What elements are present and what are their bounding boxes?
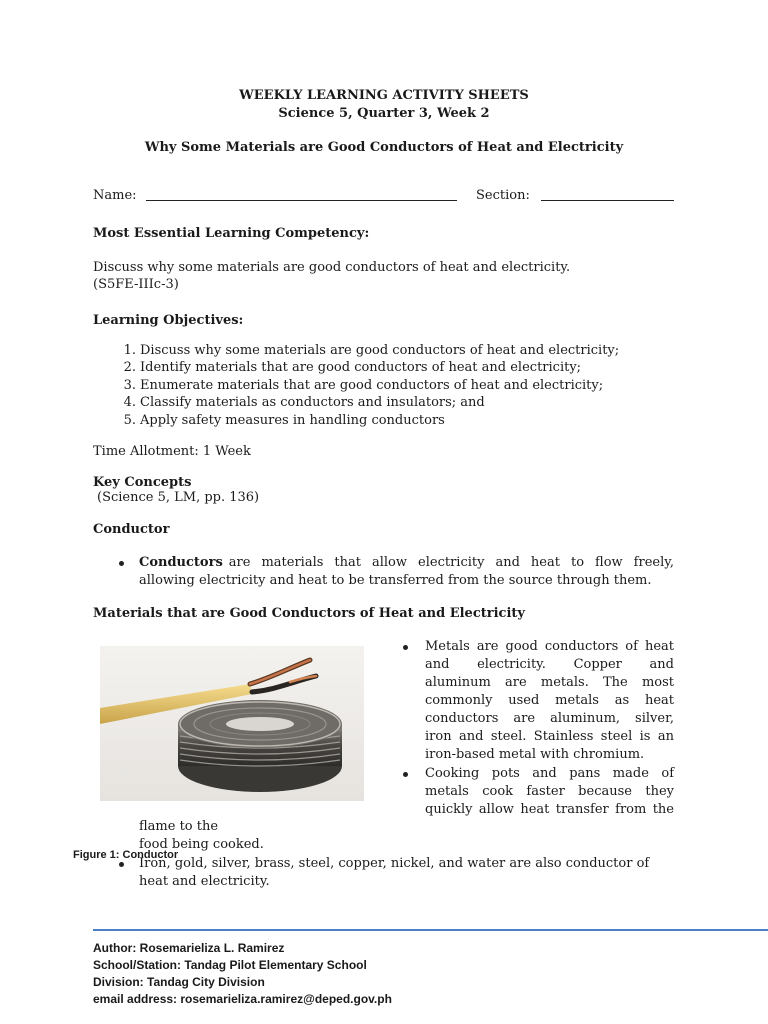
objective-text: Classify materials as conductors and insulators; and [140,395,485,411]
section-field[interactable] [541,188,674,201]
iron-line2: heat and electricity. [139,874,270,889]
pots-line: quickly allow heat transfer from the [425,802,674,817]
pots-paragraph [425,765,674,819]
iron-line1: Iron, gold, silver, brass, steel, copper, nickel, and water are also conductor of [139,856,650,871]
metals-line: commonly used metals as heat [425,693,674,708]
objective-text: Enumerate materials that are good conductors of heat and electricity; [140,377,604,393]
footer-school: School/Station: Tandag Pilot Elementary School [93,958,367,972]
conductor-wire-photo [100,646,364,801]
footer-divider [93,929,768,931]
footer [93,940,392,1008]
objectives-heading: Learning Objectives: [93,313,244,328]
conductor-heading: Conductor [93,522,170,537]
metals-line: and electricity. Copper and [425,657,674,672]
objective-number: 2. [123,360,136,376]
key-concepts-heading: Key Concepts [93,475,192,490]
bullet-icon [119,862,124,867]
conductor-definition-line1 [139,555,674,570]
key-concepts-reference: (Science 5, LM, pp. 136) [97,490,260,505]
objective-number: 3. [123,377,136,393]
objective-number: 5. [123,412,136,428]
section-label: Section: [476,188,530,203]
metals-line: conductors are aluminum, silver, [425,711,674,726]
name-field[interactable] [146,188,457,201]
objective-item [123,412,619,429]
materials-heading: Materials that are Good Conductors of Heat and Electricity [93,606,525,621]
objective-text: Apply safety measures in handling conductors [140,412,445,428]
bullet-icon [119,561,124,566]
objective-item [123,394,619,411]
bullet-icon [403,645,408,650]
bullet-icon [403,772,408,777]
objective-text: Discuss why some materials are good conductors of heat and electricity; [140,343,620,358]
metals-paragraph [425,638,674,764]
conductor-definition-line2: allowing electricity and heat to be transferred from the source through them. [139,573,652,588]
footer-division: Division: Tandag City Division [93,975,265,989]
conductor-definition-text: are materials that allow electricity and heat to flow freely, [228,555,674,570]
worksheet-title: WEEKLY LEARNING ACTIVITY SHEETS [239,88,529,103]
conductor-term: Conductors [139,555,223,570]
objective-item [123,359,619,376]
worksheet-subtitle: Science 5, Quarter 3, Week 2 [278,106,490,121]
pots-continued-line: food being cooked. [139,837,264,852]
pots-line: Cooking pots and pans made of [425,766,674,781]
metals-line: aluminum are metals. The most [425,675,674,690]
metals-line: iron-based metal with chromium. [425,747,645,762]
name-label: Name: [93,188,137,203]
pots-continued-line: flame to the [139,819,219,834]
topic-title: Why Some Materials are Good Conductors of Heat and Electricity [144,140,624,155]
time-allotment: Time Allotment: 1 Week [93,444,251,459]
pots-line: metals cook faster because they [425,784,674,799]
footer-email: email address: rosemarieliza.ramirez@deped.gov.ph [93,992,392,1006]
competency-text: Discuss why some materials are good conductors of heat and electricity. [93,260,571,275]
objective-item [123,342,620,359]
competency-heading: Most Essential Learning Competency: [93,226,370,241]
figure-caption: Figure 1: Conductor [73,849,179,861]
objective-item [123,377,619,394]
objectives-list [123,342,620,429]
competency-code: (S5FE-IIIc-3) [93,277,179,292]
metals-line: iron and steel. Stainless steel is an [425,729,674,744]
objective-number: 1. [123,343,136,358]
objective-text: Identify materials that are good conductors of heat and electricity; [140,360,582,376]
footer-author: Author: Rosemarieliza L. Ramirez [93,941,285,955]
metals-line: Metals are good conductors of heat [425,639,674,654]
objective-number: 4. [123,395,136,411]
